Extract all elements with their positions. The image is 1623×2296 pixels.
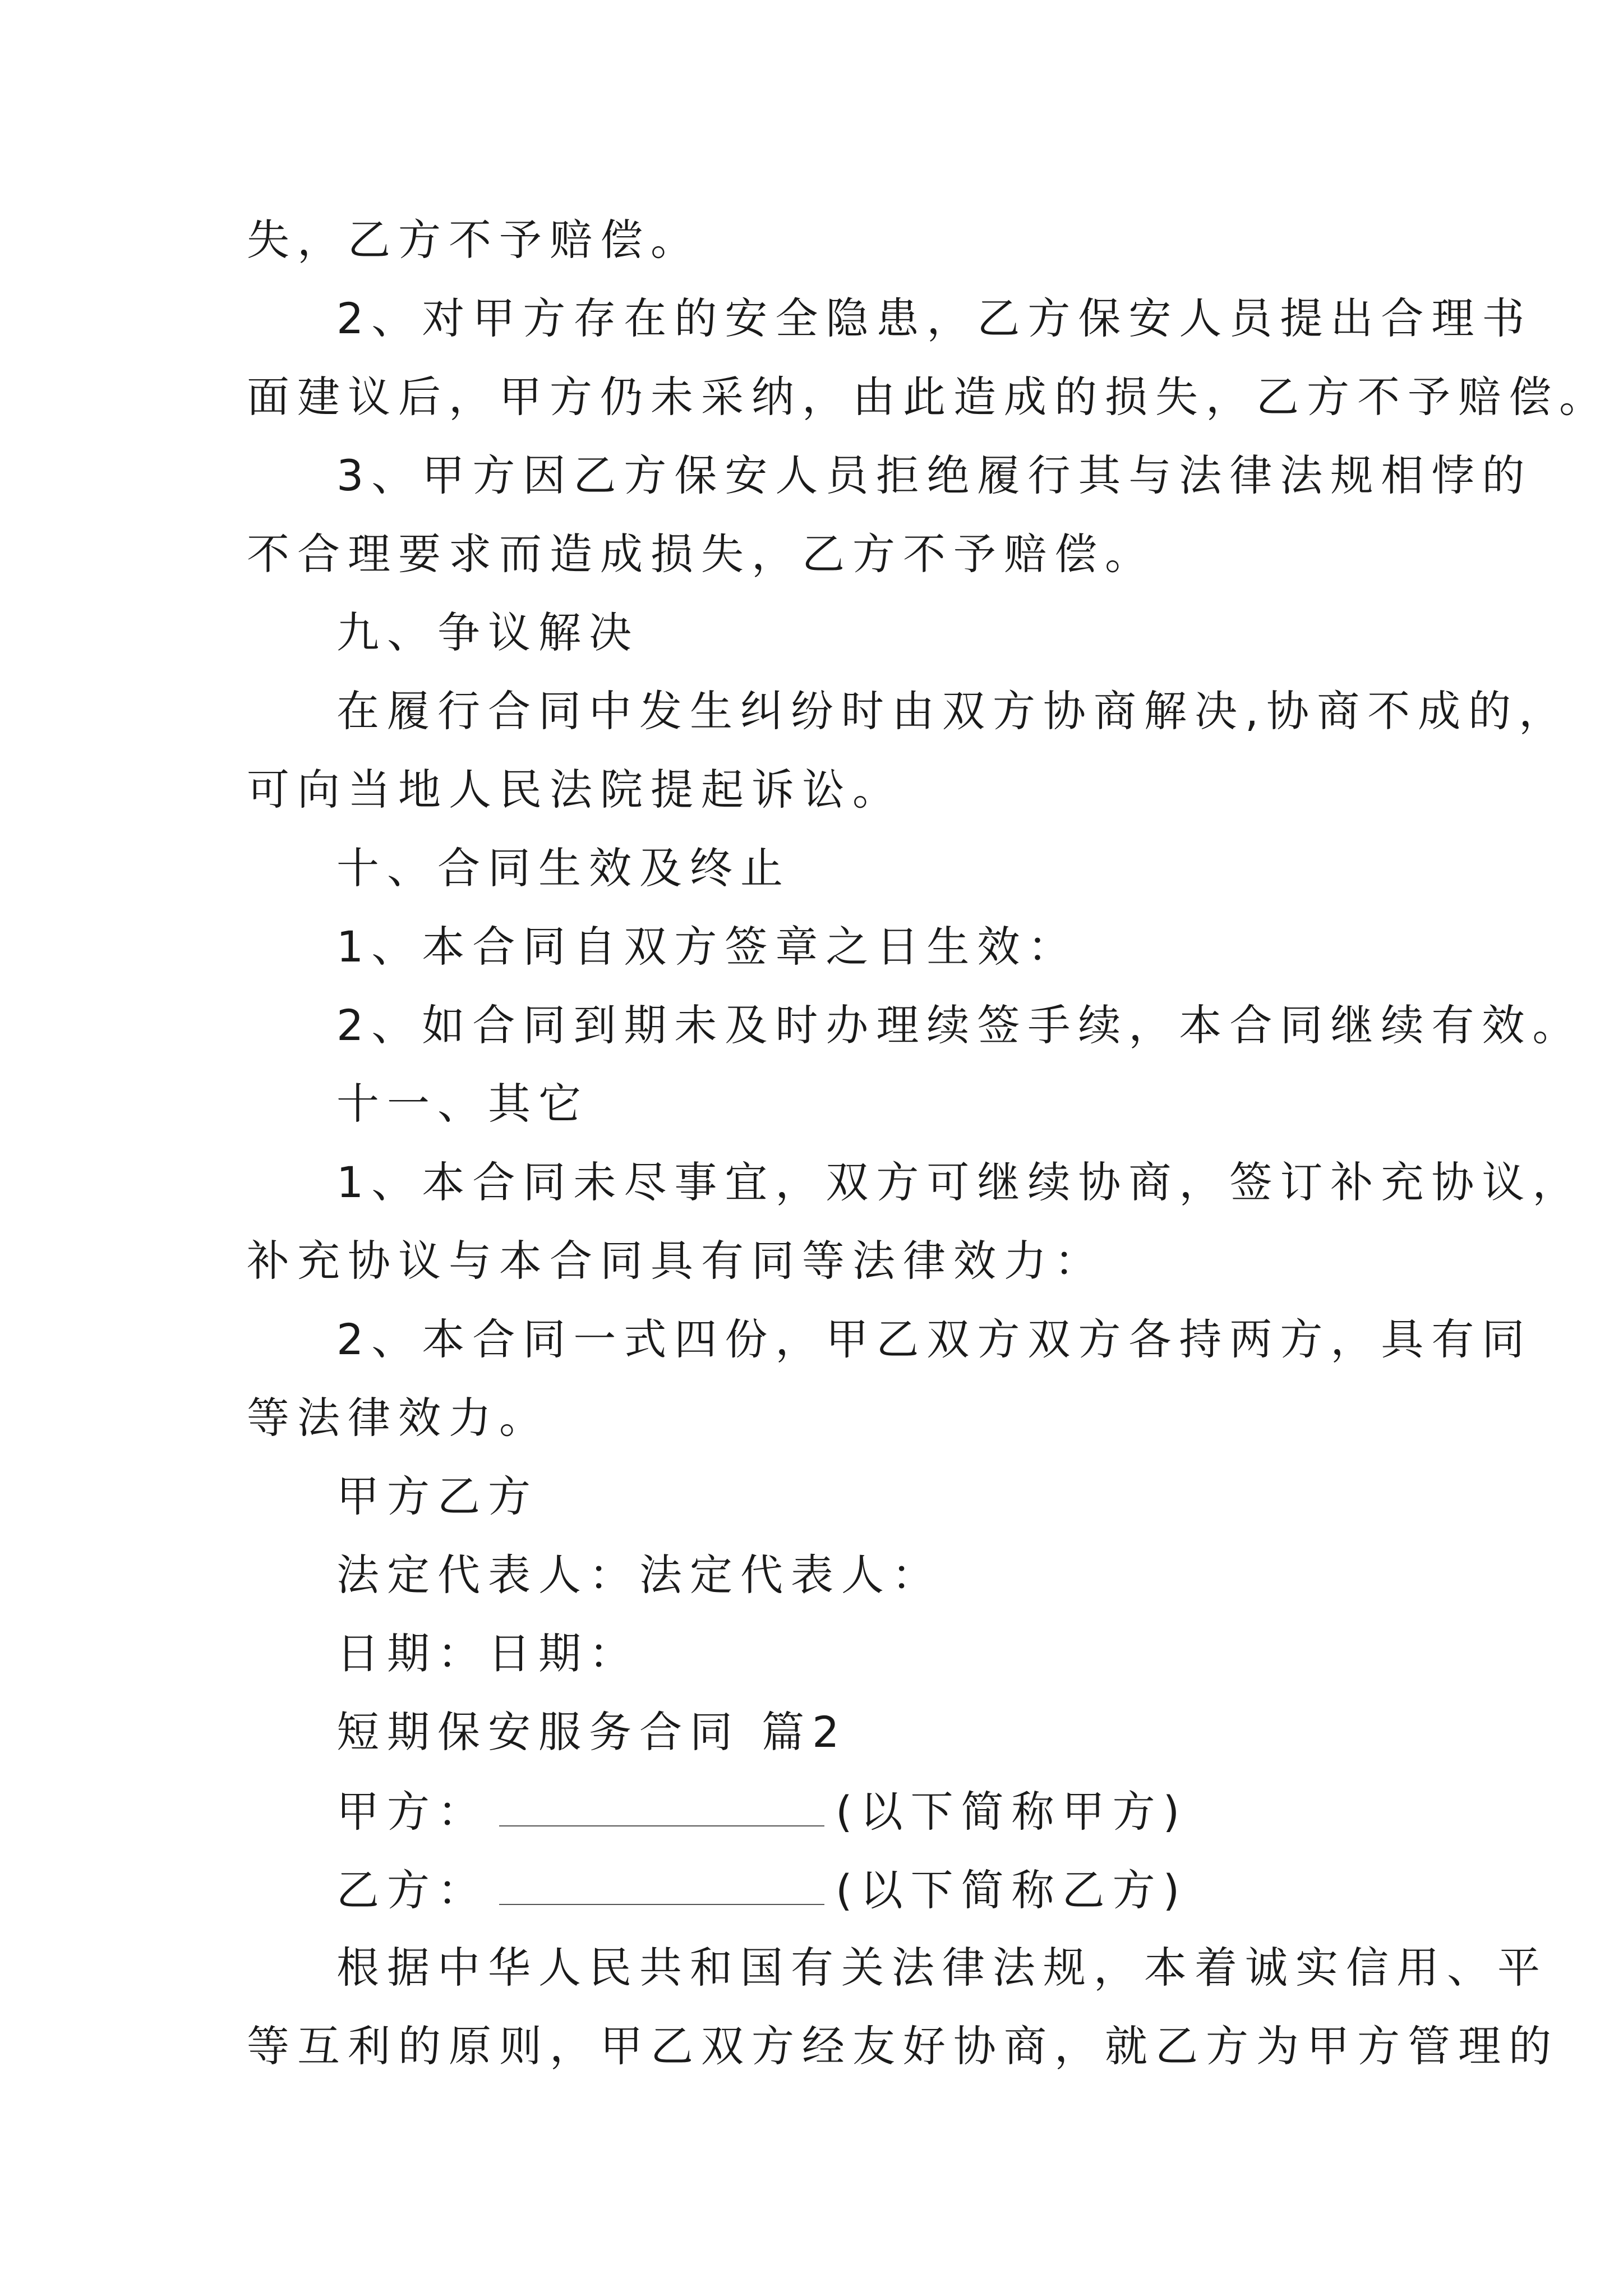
paragraph-line: 失，乙方不予赔偿。 [247, 215, 701, 265]
paragraph-line: 在履行合同中发生纠纷时由双方协商解决,协商不成的， [336, 686, 1570, 736]
paragraph-line: 补充协议与本合同具有同等法律效力： [247, 1236, 1105, 1286]
paragraph-line: 1、本合同自双方签章之日生效： [336, 922, 1078, 972]
section-heading: 十、合同生效及终止 [336, 843, 791, 893]
signature-parties: 甲方乙方 [336, 1471, 538, 1521]
paragraph-line: 根据中华人民共和国有关法律法规，本着诚实信用、平 [336, 1943, 1548, 1993]
paragraph-line: 面建议后，甲方仍未采纳，由此造成的损失，乙方不予赔偿。 [247, 372, 1610, 422]
party-a-blank [499, 1783, 824, 1826]
party-b-blank [499, 1861, 824, 1905]
paragraph-line: 可向当地人民法院提起诉讼。 [247, 765, 903, 815]
paragraph-line: 2、如合同到期未及时办理续签手续，本合同继续有效。 [336, 1000, 1583, 1050]
section-heading: 十一、其它 [336, 1079, 589, 1129]
paragraph-line: 2、本合同一式四份，甲乙双方双方各持两方，具有同 [336, 1314, 1533, 1364]
party-b-note: (以下简称乙方) [836, 1865, 1188, 1915]
party-b-line [336, 1861, 1187, 1918]
party-b-label: 乙方： [336, 1865, 488, 1915]
signature-dates: 日期：日期： [336, 1628, 639, 1678]
paragraph-line: 等互利的原则，甲乙双方经友好协商，就乙方为甲方管理的 [247, 2021, 1559, 2071]
paragraph-line: 3、甲方因乙方保安人员拒绝履行其与法律法规相悖的 [336, 450, 1533, 500]
paragraph-line: 等法律效力。 [247, 1393, 550, 1443]
paragraph-line: 不合理要求而造成损失，乙方不予赔偿。 [247, 529, 1155, 579]
party-a-line [336, 1783, 1187, 1840]
article-title: 短期保安服务合同 篇2 [336, 1707, 847, 1757]
party-a-label: 甲方： [336, 1787, 488, 1837]
paragraph-line: 1、本合同未尽事宜，双方可继续协商，签订补充协议， [336, 1157, 1583, 1207]
section-heading: 九、争议解决 [336, 608, 639, 657]
party-a-note: (以下简称甲方) [836, 1787, 1188, 1837]
paragraph-line: 2、对甲方存在的安全隐患，乙方保安人员提出合理书 [336, 293, 1533, 343]
signature-representatives: 法定代表人：法定代表人： [336, 1550, 942, 1600]
